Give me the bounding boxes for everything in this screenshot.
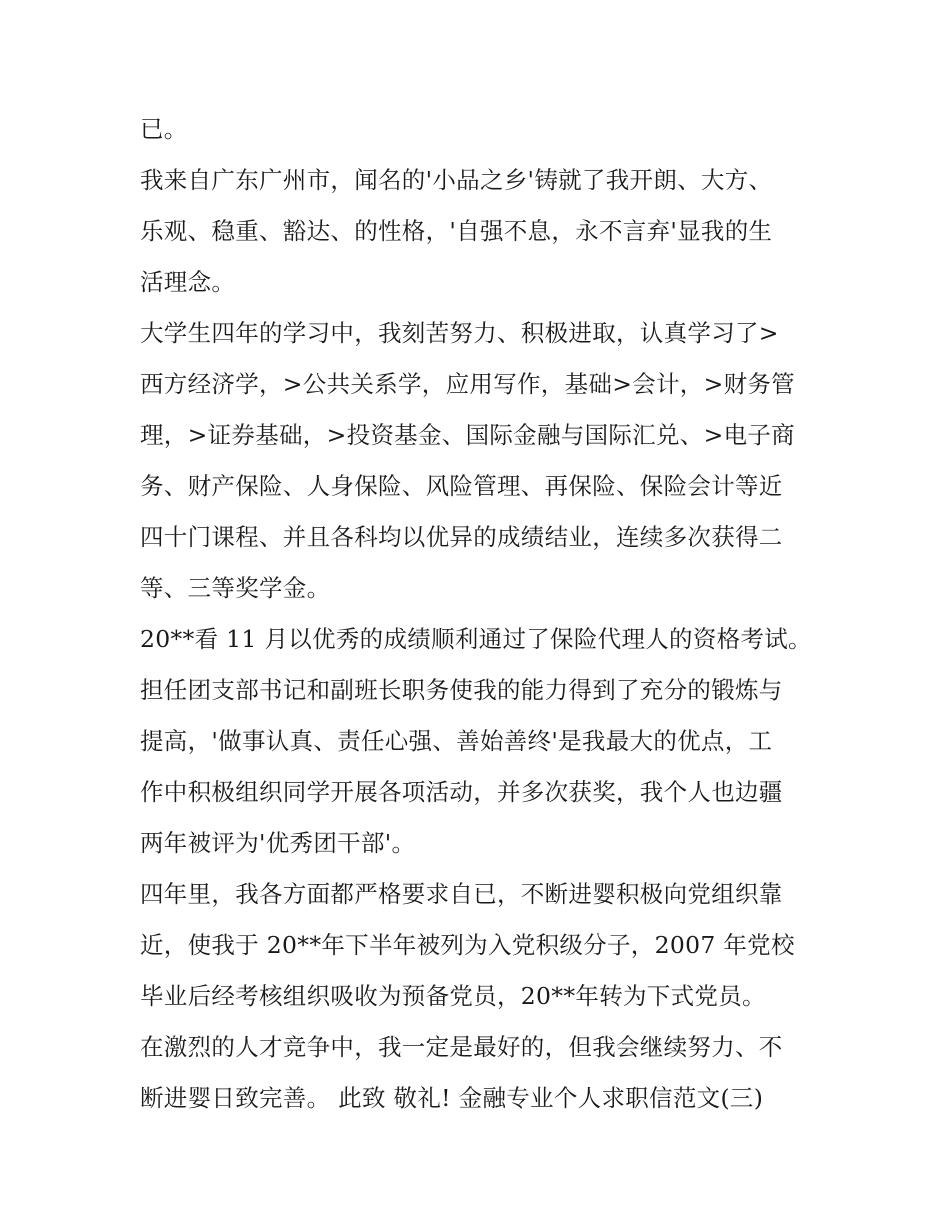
text-line-12: 担任团支部书记和副班长职务使我的能力得到了充分的锻炼与 <box>140 676 783 704</box>
text-line-14: 作中积极组织同学开展各项活动，并多次获奖，我个人也边疆 <box>140 778 783 806</box>
text-line-9: 四十门课程、并且各科均以优异的成绩结业，连续多次获得二 <box>140 523 783 551</box>
text-line-5: 大学生四年的学习中，我刻苦努力、积极进取，认真学习了> <box>140 319 779 347</box>
text-line-4: 活理念。 <box>140 268 236 296</box>
text-line-20: 断进婴日致完善。 此致 敬礼! 金融专业个人求职信范文(三) <box>140 1084 764 1112</box>
text-line-17: 近，使我于 20**年下半年被列为入党积级分子，2007 年党校 <box>140 931 795 959</box>
text-line-8: 务、财产保险、人身保险、风险管理、再保险、保险会计等近 <box>140 472 783 500</box>
text-line-6: 西方经济学，>公共关系学，应用写作，基础>会计，>财务管 <box>140 370 795 398</box>
text-line-16: 四年里，我各方面都严格要求自已，不断进婴积极向党组织靠 <box>140 880 783 908</box>
text-line-7: 理，>证券基础，>投资基金、国际金融与国际汇兑、>电子商 <box>140 421 795 449</box>
text-line-3: 乐观、稳重、豁达、的性格，'自强不息，永不言弃'显我的生 <box>140 217 773 245</box>
text-line-10: 等、三等奖学金。 <box>140 574 331 602</box>
text-line-1: 已。 <box>140 115 188 143</box>
text-line-11: 20**看 11 月以优秀的成绩顺利通过了保险代理人的资格考试。 <box>140 625 812 653</box>
text-line-2: 我来自广东广州市，闻名的'小品之乡'铸就了我开朗、大方、 <box>140 166 773 194</box>
text-line-15: 两年被评为'优秀团干部'。 <box>140 829 416 857</box>
text-line-13: 提高，'做事认真、责任心强、善始善终'是我最大的优点，工 <box>140 727 773 755</box>
text-line-18: 毕业后经考核组织吸收为预备党员，20**年转为下式党员。 <box>140 982 766 1010</box>
text-line-19: 在激烈的人才竞争中，我一定是最好的，但我会继续努力、不 <box>140 1033 783 1061</box>
